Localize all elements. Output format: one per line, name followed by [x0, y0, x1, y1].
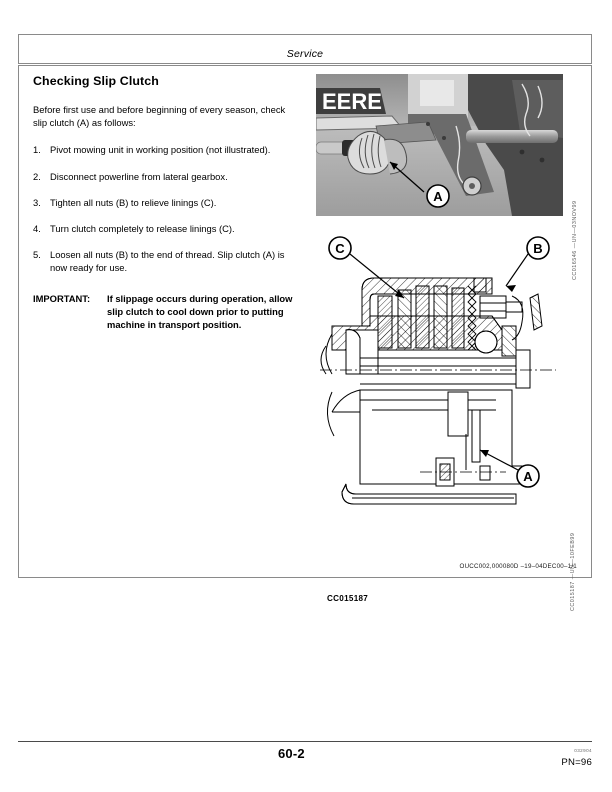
callout-a-2: A — [523, 469, 533, 484]
important-text: If slippage occurs during operation, allow slip clutch to cool down prior to putting machine in transport position. — [107, 292, 293, 331]
list-item — [33, 170, 301, 183]
footer-build-code: 032904 — [574, 748, 592, 753]
callout-a: A — [433, 189, 443, 204]
step-number: 4. — [33, 223, 41, 235]
figure-diagram-caption: CC015187 — [327, 594, 369, 603]
document-reference: OUCC002,000080D –19–04DEC00–1/1 — [459, 563, 577, 570]
figure-photo-side-code: CC016546 —UN—03NOV99 — [572, 200, 578, 280]
list-item — [33, 196, 301, 209]
footer-divider — [18, 741, 592, 742]
figure-diagram-side-code: CC015187 —UN—10FEB99 — [570, 532, 576, 611]
running-header-title: Service — [286, 48, 324, 60]
step-text: Tighten all nuts (B) to relieve linings (C). — [50, 196, 217, 208]
step-number: 2. — [33, 170, 41, 182]
step-text: Loosen all nuts (B) to the end of thread. Slip clutch (A) is now ready for use. — [50, 249, 285, 274]
important-label: IMPORTANT: — [33, 292, 91, 304]
running-header — [18, 34, 592, 64]
figure-photo-mower-slip-clutch — [316, 74, 563, 216]
callout-b: B — [533, 241, 543, 256]
page-number: 60-2 — [278, 746, 305, 761]
step-text: Pivot mowing unit in working position (not illustrated). — [50, 144, 271, 156]
footer-pn-number: PN=96 — [561, 757, 592, 768]
step-text: Disconnect powerline from lateral gearbox. — [50, 170, 228, 182]
page-title: Checking Slip Clutch — [33, 74, 159, 88]
page-content-box — [18, 65, 592, 611]
step-text: Turn clutch completely to release linings (C). — [50, 223, 235, 235]
intro-paragraph: Before first use and before beginning of every season, check slip clutch (A) as follows: — [33, 104, 286, 129]
brand-label: EERE — [322, 89, 382, 114]
callout-c: C — [335, 241, 345, 256]
step-number: 3. — [33, 196, 41, 208]
list-item — [33, 143, 301, 156]
figure-diagram-slip-clutch-section — [316, 234, 563, 539]
list-item — [33, 248, 301, 274]
important-notice — [33, 292, 301, 332]
instruction-column — [33, 74, 301, 332]
step-number: 5. — [33, 249, 41, 261]
step-number: 1. — [33, 144, 41, 156]
list-item — [33, 222, 301, 235]
